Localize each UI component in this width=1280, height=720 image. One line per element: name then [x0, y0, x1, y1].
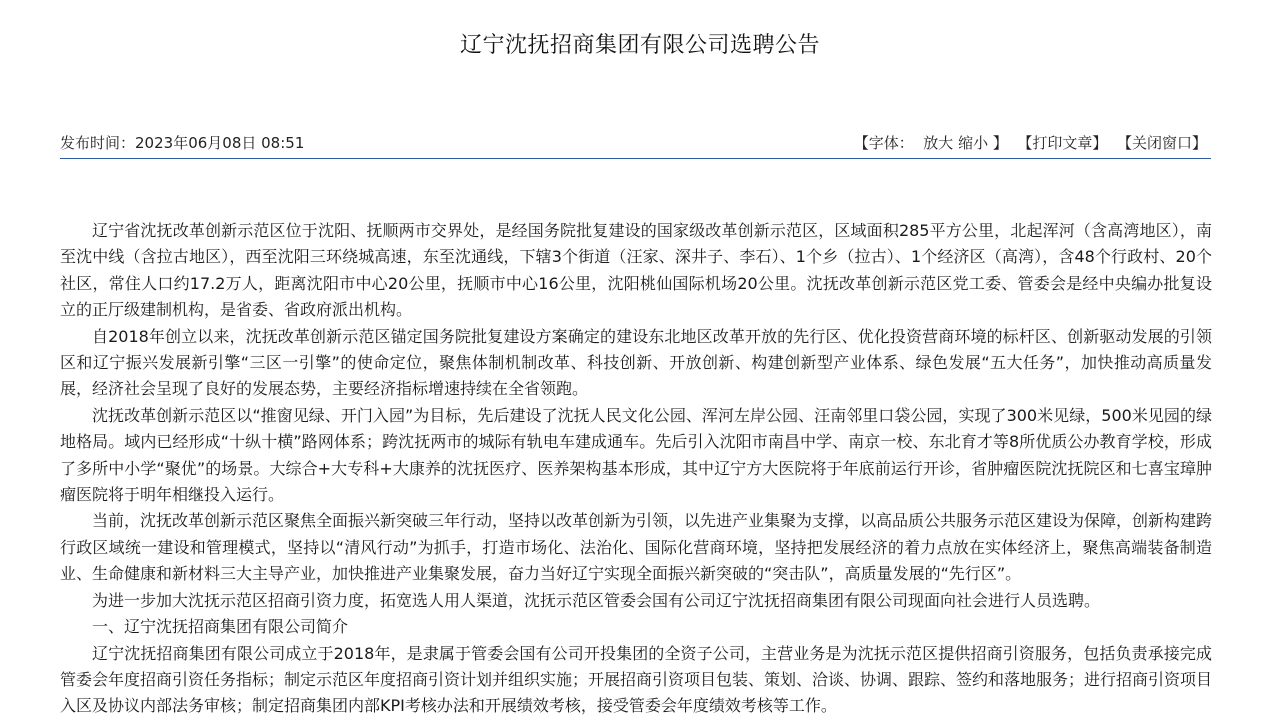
close-window-link[interactable]: 【关闭窗口】 [1116, 134, 1207, 152]
publish-label: 发布时间： [60, 134, 136, 152]
publish-info [60, 132, 304, 154]
font-size-open-bracket: 【字体： [853, 134, 914, 152]
article-body [60, 218, 1212, 720]
paragraph: 自2018年创立以来，沈抚改革创新示范区锚定国务院批复建设方案确定的建设东北地区改革开放的先行区、优化投资营商环境的标杆区、创新驱动发展的引领区和辽宁振兴发展新引擎“三区一引擎”的使命定位，聚焦体制机制改革、科技创新、开放创新、构建创新型产业体系、绿色发展“五大任务”，加快推动高质量发展，经济社会呈现了良好的发展态势，主要经济指标增速持续在全省领跑。 [60, 326, 1212, 399]
print-article-link[interactable]: 【打印文章】 [1017, 134, 1108, 152]
section-heading: 一、辽宁沈抚招商集团有限公司简介 [92, 617, 349, 637]
paragraph: 当前，沈抚改革创新示范区聚焦全面振兴新突破三年行动，坚持以改革创新为引领，以先进产业集聚为支撑，以高品质公共服务示范区建设为保障，创新构建跨行政区域统一建设和管理模式，坚持以“清风行动”为抓手，打造市场化、法治化、国际化营商环境，坚持把发展经济的着力点放在实体经济上，聚焦高端装备制造业、生命健康和新材料三大主导产业，加快推进产业集聚发展，奋力当好辽宁实现全面振兴新突破的“突击队”，高质量发展的“先行区”。 [60, 511, 1213, 584]
publish-time: 2023年06月08日 08:51 [135, 134, 305, 152]
font-size-close-bracket: 】 [992, 134, 1008, 152]
paragraph: 辽宁省沈抚改革创新示范区位于沈阳、抚顺两市交界处，是经国务院批复建设的国家级改革创新示范区，区域面积285平方公里，北起浑河（含高湾地区），南至沈中线（含拉古地区），西至沈阳三环绕城高速，东至沈通线，下辖3个街道（汪家、深井子、李石）、1个乡（拉古）、1个经济区（高湾），含48个行政村、20个社区，常住人口约17.2万人，距离沈阳市中心20公里，抚顺市中心16公里，沈阳桃仙国际机场20公里。沈抚改革创新示范区党工委、管委会是经中央编办批复设立的正厅级建制机构，是省委、省政府派出机构。 [60, 221, 1212, 320]
paragraph: 辽宁沈抚招商集团有限公司成立于2018年，是隶属于管委会国有公司开投集团的全资子公司，主营业务是为沈抚示范区提供招商引资服务，包括负责承接完成管委会年度招商引资任务指标；制定示范区年度招商引资计划并组织实施；开展招商引资项目包装、策划、洽谈、协调、跟踪、签约和落地服务；进行招商引资项目入区及协议内部法务审核；制定招商集团内部KPI考核办法和开展绩效考核，接受管委会年度绩效考核等工作。 [60, 643, 1213, 716]
font-enlarge-link[interactable]: 放大 [923, 134, 954, 152]
paragraph: 为进一步加大沈抚示范区招商引资力度，拓宽选人用人渠道，沈抚示范区管委会国有公司辽宁沈抚招商集团有限公司现面向社会进行人员选聘。 [92, 590, 1101, 610]
article-meta-bar [60, 130, 1211, 159]
page-title: 辽宁沈抚招商集团有限公司选聘公告 [459, 33, 820, 58]
article-toolbar [854, 132, 1207, 154]
font-shrink-link[interactable]: 缩小 [958, 134, 989, 152]
paragraph: 沈抚改革创新示范区以“推窗见绿、开门入园”为目标，先后建设了沈抚人民文化公园、浑河左岸公园、汪南邻里口袋公园，实现了300米见绿，500米见园的绿地格局。域内已经形成“十纵十横”路网体系；跨沈抚两市的城际有轨电车建成通车。先后引入沈阳市南昌中学、南京一校、东北育才等8所优质公办教育学校，形成了多所中小学“聚优”的场景。大综合+大专科+大康养的沈抚医疗、医养架构基本形成，其中辽宁方大医院将于年底前运行开诊，省肿瘤医院沈抚院区和七喜宝璋肿瘤医院将于明年相继投入运行。 [60, 405, 1212, 505]
